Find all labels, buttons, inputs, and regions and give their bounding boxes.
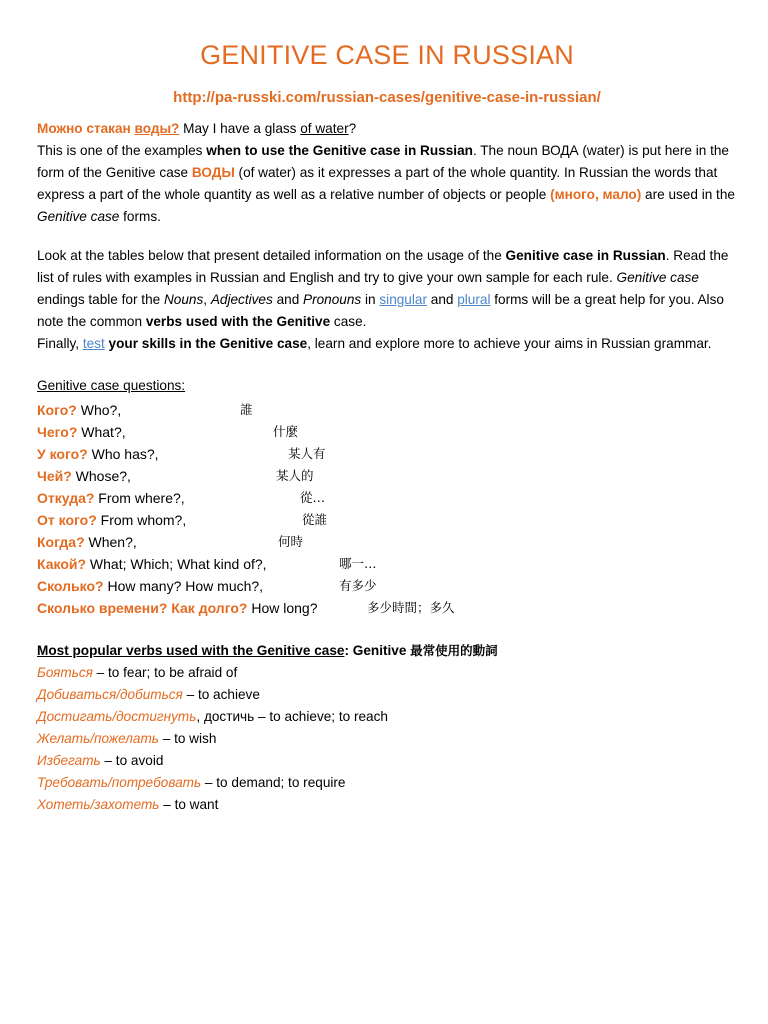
question-row: Кого? Who?, 誰 — [37, 402, 253, 418]
intro-question-ru-word: воды? — [134, 121, 180, 136]
question-row: Сколько? How many? How much?, 有多少 — [37, 578, 377, 594]
verb-row: Добиваться/добиться – to achieve — [37, 687, 260, 702]
verbs-heading: Most popular verbs used with the Genitive case: Genitive 最常使用的動詞 — [37, 643, 498, 658]
singular-link[interactable]: singular — [379, 292, 427, 307]
intro-question-en: May I have a glass — [179, 121, 301, 136]
plural-link[interactable]: plural — [457, 292, 491, 307]
question-row: Чего? What?, 什麼 — [37, 424, 299, 440]
question-row: Какой? What; Which; What kind of?, 哪一… — [37, 556, 377, 572]
question-row: Чей? Whose?, 某人的 — [37, 468, 314, 484]
question-row: Когда? When?, 何時 — [37, 534, 304, 550]
verb-row: Избегать – to avoid — [37, 753, 164, 768]
explanation-paragraph: Look at the tables below that present detailed information on the usage of the Genitive case in Russian. Read the list of rules with examples in Russian and English and try to give your own sample for each rule. Genitive case endings table for the Nouns, Adjectives and Pronouns in singular and plural forms will be a great help for you. Also note the common verbs used with the Genitive case. Finally, test your skills in the Genitive case, learn and explore more to achieve your aims in Russian grammar. — [37, 248, 729, 351]
intro-paragraph: Можно стакан воды? May I have a glass of water? This is one of the examples when to use the Genitive case in Russian. The noun ВОДА (water) is put here in the form of the Genitive case ВОДЫ (of water) as it expresses a part of the whole quantity. In Russian the words that express a part of the whole quantity as well as a relative number of objects or people (много, мало) are used in the Genitive case forms. — [37, 121, 735, 224]
question-row: От кого? From whom?, 從誰 — [37, 512, 328, 528]
test-link[interactable]: test — [82, 336, 105, 351]
intro-question-en-underlined: of water — [300, 121, 349, 136]
question-row: Откуда? From where?, 從… — [37, 490, 326, 506]
page-title: GENITIVE CASE IN RUSSIAN — [200, 40, 574, 70]
verb-row: Желать/пожелать – to wish — [37, 731, 217, 746]
question-row: У кого? Who has?, 某人有 — [37, 446, 326, 462]
intro-question-ru: Можно стакан — [37, 121, 135, 136]
verb-row: Бояться – to fear; to be afraid of — [37, 665, 238, 680]
questions-heading: Genitive case questions: — [37, 378, 186, 393]
verb-row: Требовать/потребовать – to demand; to require — [37, 775, 346, 790]
source-url[interactable]: http://pa-russki.com/russian-cases/genitive-case-in-russian/ — [173, 89, 601, 106]
verb-row: Достигать/достигнуть, достичь – to achieve; to reach — [37, 709, 388, 724]
verb-row: Хотеть/захотеть – to want — [37, 797, 219, 812]
question-row: Сколько времени? Как долго? How long? 多少時間；多久 — [37, 600, 455, 616]
